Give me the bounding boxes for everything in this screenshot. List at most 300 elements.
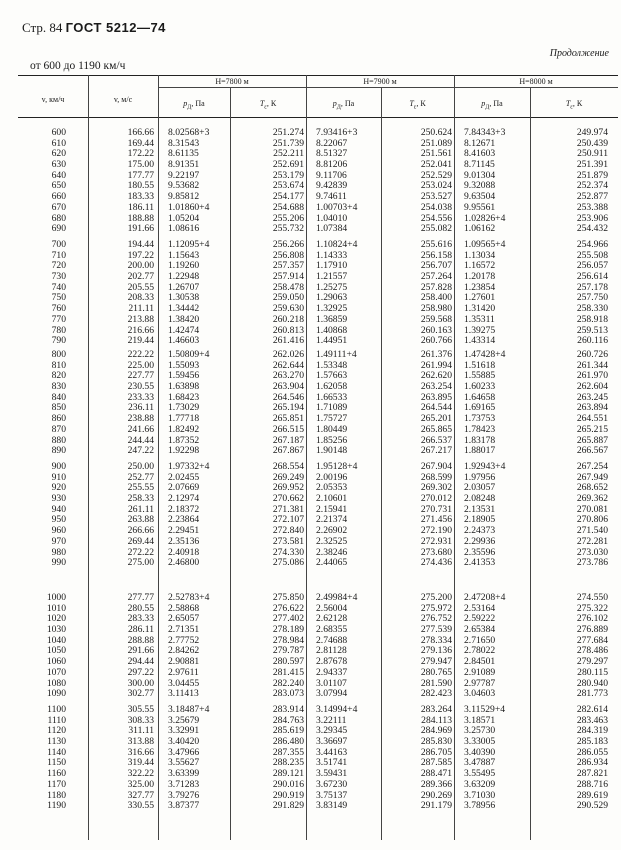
cell-temp-7900: 252.529 [420,169,452,181]
cell-temp-8000: 270.081 [576,503,608,515]
cell-temp-7800: 255.206 [272,212,304,224]
cell-pressure-7800: 2.90881 [168,656,200,668]
cell-pressure-7900: 1.29063 [316,292,348,304]
cell-v-kmh: 1100 [47,704,66,715]
cell-temp-7900: 279.947 [420,656,452,668]
cell-pressure-7900: 2.15941 [316,503,348,515]
header-bottom-rule [18,117,618,118]
cell-temp-7900: 265.865 [420,423,452,435]
cell-temp-7900: 264.544 [420,402,452,414]
group-header-7800: H=7800 м [215,77,249,86]
cell-pressure-8000: 1.06162 [464,223,496,235]
column-t2 [390,705,452,812]
cell-temp-8000: 279.297 [576,656,608,668]
cell-temp-7800: 263.270 [272,370,304,382]
cell-temp-8000: 263.894 [576,402,608,414]
cell-v-kmh: 720 [51,260,66,272]
cell-v-ms: 277.77 [127,592,154,603]
cell-temp-7900: 257.828 [420,281,452,293]
cell-temp-7900: 288.471 [420,768,452,780]
cell-v-kmh: 960 [51,525,66,537]
cell-pressure-7900: 2.05353 [316,482,348,494]
cell-v-kmh: 1080 [46,677,66,689]
column-p2 [316,705,386,812]
cell-pressure-7800: 3.25679 [168,714,200,726]
column-t3 [546,462,608,569]
column-p3 [464,350,534,457]
cell-pressure-7800: 2.77752 [168,634,200,646]
cell-pressure-7800: 1.55093 [168,359,200,371]
cell-temp-7800: 253.674 [272,180,304,192]
cell-pressure-7800: 1.82492 [168,423,200,435]
cell-pressure-8000: 2.41353 [464,557,496,569]
col-divider [158,75,159,840]
cell-v-ms: 302.77 [127,688,154,700]
cell-temp-7800: 282.240 [272,677,304,689]
cell-v-kmh: 1000 [46,592,66,603]
cell-temp-7800: 262.644 [272,359,304,371]
cell-temp-7800: 251.739 [272,137,304,149]
cell-temp-7900: 258.980 [420,303,452,315]
cell-temp-7800: 273.581 [272,535,304,547]
column-t3 [546,240,608,347]
cell-v-ms: 191.66 [127,223,154,235]
cell-v-kmh: 1160 [47,768,66,780]
cell-v-ms: 188.88 [127,212,154,224]
cell-pressure-8000: 3.71030 [464,789,496,801]
cell-temp-7900: 291.179 [420,800,452,812]
cell-temp-7900: 254.556 [420,212,452,224]
cell-temp-8000: 275.322 [576,602,608,614]
cell-pressure-7900: 3.07994 [316,688,348,700]
cell-temp-8000: 254.432 [576,223,608,235]
cell-v-ms: 305.55 [127,704,154,715]
column-v_ms [88,128,154,235]
cell-pressure-8000: 8.12671 [464,137,496,149]
cell-temp-7900: 275.200 [420,592,452,603]
cell-pressure-8000: 2.03057 [464,482,496,494]
cell-pressure-7900: 3.14994+4 [316,704,358,715]
cell-v-kmh: 790 [51,335,66,347]
cell-v-ms: 169.44 [127,137,154,149]
cell-pressure-8000: 2.13531 [464,503,496,515]
cell-temp-8000: 272.281 [576,535,608,547]
group-rule [158,87,618,88]
cell-temp-7800: 252.691 [272,159,304,171]
cell-v-ms: 327.77 [127,789,154,801]
column-t3 [546,350,608,457]
cell-temp-7800: 269.952 [272,482,304,494]
cell-temp-7800: 283.073 [272,688,304,700]
cell-v-kmh: 1060 [46,656,66,668]
cell-temp-7800: 259.630 [272,303,304,315]
cell-temp-8000: 262.604 [576,381,608,393]
cell-pressure-7800: 1.12095+4 [168,239,210,250]
cell-temp-8000: 252.877 [576,191,608,203]
cell-v-kmh: 910 [51,471,66,483]
column-t2 [390,593,452,700]
cell-pressure-8000: 1.55885 [464,370,496,382]
cell-temp-7800: 254.688 [272,201,304,213]
cell-pressure-7800: 1.34442 [168,303,200,315]
continuation-label: Продолжение [549,48,609,59]
cell-temp-8000: 269.362 [576,493,608,505]
cell-pressure-7800: 1.77718 [168,413,200,425]
header-pressure-7800: $p_Д$, Па [183,99,205,111]
cell-v-ms: 266.66 [127,525,154,537]
column-t2 [390,462,452,569]
cell-temp-7900: 271.456 [420,514,452,526]
cell-temp-8000: 281.773 [576,688,608,700]
cell-v-kmh: 620 [51,148,66,160]
cell-temp-7800: 274.330 [272,546,304,558]
cell-temp-7900: 263.895 [420,391,452,403]
cell-pressure-7800: 1.73029 [168,402,200,414]
cell-pressure-7900: 8.51327 [316,148,348,160]
header-temp-7800: $T_\varepsilon$, К [259,99,277,111]
cell-pressure-8000: 1.35311 [464,313,495,325]
cell-temp-7800: 290.016 [272,778,304,790]
cell-temp-7800: 263.904 [272,381,304,393]
cell-pressure-7800: 2.52783+4 [168,592,210,603]
cell-v-ms: 330.55 [127,800,154,812]
cell-v-ms: 216.66 [127,324,154,336]
cell-v-kmh: 730 [51,271,66,283]
cell-v-kmh: 1110 [47,714,66,726]
cell-v-kmh: 970 [51,535,66,547]
cell-temp-8000: 267.254 [576,461,608,472]
cell-pressure-8000: 1.16572 [464,260,496,272]
cell-v-kmh: 750 [51,292,66,304]
cell-pressure-8000: 3.78956 [464,800,496,812]
cell-pressure-8000: 2.59222 [464,613,496,625]
cell-temp-7900: 253.024 [420,180,452,192]
cell-temp-7800: 256.808 [272,249,304,261]
cell-temp-8000: 250.439 [576,137,608,149]
cell-v-kmh: 610 [51,137,66,149]
cell-pressure-7900: 2.87678 [316,656,348,668]
cell-pressure-7800: 1.08616 [168,223,200,235]
cell-pressure-7900: 1.40868 [316,324,348,336]
cell-pressure-7800: 1.26707 [168,281,200,293]
cell-pressure-8000: 9.95561 [464,201,496,213]
cell-temp-7900: 262.620 [420,370,452,382]
cell-v-ms: 213.88 [127,313,154,325]
cell-temp-7800: 265.851 [272,413,304,425]
cell-pressure-7900: 1.10824+4 [316,239,358,250]
cell-temp-8000: 256.057 [576,260,608,272]
column-t2 [390,350,452,457]
cell-temp-8000: 286.055 [576,746,608,758]
cell-temp-7900: 250.624 [420,127,452,138]
column-p1 [168,350,238,457]
cell-temp-7900: 254.038 [420,201,452,213]
cell-pressure-8000: 9.63504 [464,191,496,203]
column-t2 [390,128,452,235]
cell-v-kmh: 850 [51,402,66,414]
cell-temp-7800: 272.107 [272,514,304,526]
cell-pressure-7900: 1.36859 [316,313,348,325]
cell-temp-7800: 290.919 [272,789,304,801]
cell-temp-7800: 288.235 [272,757,304,769]
cell-temp-7800: 280.597 [272,656,304,668]
cell-temp-8000: 267.949 [576,471,608,483]
cell-temp-7900: 267.217 [420,445,452,457]
cell-pressure-7900: 2.21374 [316,514,348,526]
header-pressure-8000: $p_Д$, Па [481,99,503,111]
column-t1 [240,593,304,700]
cell-v-kmh: 660 [51,191,66,203]
cell-temp-7800: 284.763 [272,714,304,726]
cell-v-kmh: 900 [51,461,66,472]
cell-pressure-7900: 1.32925 [316,303,348,315]
cell-v-ms: 252.77 [127,471,154,483]
cell-temp-7800: 259.050 [272,292,304,304]
cell-temp-7900: 281.590 [420,677,452,689]
cell-v-kmh: 810 [51,359,66,371]
group-header-7900: H=7900 м [363,77,397,86]
column-p3 [464,128,534,235]
cell-temp-7800: 276.622 [272,602,304,614]
cell-temp-8000: 288.716 [576,778,608,790]
cell-temp-7900: 280.765 [420,666,452,678]
cell-v-kmh: 1020 [46,613,66,625]
cell-pressure-7900: 9.74611 [316,191,347,203]
cell-temp-8000: 270.806 [576,514,608,526]
cell-v-kmh: 1130 [47,736,66,748]
cell-pressure-7900: 1.85256 [316,434,348,446]
header-v-ms: v, м/с [113,95,133,104]
cell-v-ms: 166.66 [127,127,154,138]
cell-pressure-7800: 1.22948 [168,271,200,283]
cell-temp-7900: 283.264 [420,704,452,715]
cell-temp-8000: 261.970 [576,370,608,382]
cell-pressure-8000: 2.84501 [464,656,496,668]
cell-temp-7900: 260.766 [420,335,452,347]
cell-pressure-7900: 9.42839 [316,180,348,192]
cell-temp-7900: 286.705 [420,746,452,758]
cell-pressure-8000: 1.60233 [464,381,496,393]
cell-pressure-8000: 3.40390 [464,746,496,758]
column-v_kmh [18,240,66,347]
cell-v-ms: 172.22 [127,148,154,160]
cell-temp-7800: 268.554 [272,461,304,472]
cell-temp-7800: 256.266 [272,239,304,250]
cell-temp-7800: 253.179 [272,169,304,181]
cell-v-ms: 311.11 [128,725,154,737]
cell-temp-7900: 265.201 [420,413,452,425]
cell-v-kmh: 930 [51,493,66,505]
column-v_kmh [18,705,66,812]
cell-temp-7900: 275.972 [420,602,452,614]
cell-temp-7800: 285.619 [272,725,304,737]
cell-v-kmh: 830 [51,381,66,393]
cell-v-ms: 280.55 [127,602,154,614]
cell-v-ms: 286.11 [127,624,154,636]
cell-pressure-7800: 2.23864 [168,514,200,526]
cell-pressure-8000: 2.78022 [464,645,496,657]
cell-v-ms: 205.55 [127,281,154,293]
cell-pressure-7900: 3.83149 [316,800,348,812]
cell-pressure-8000: 3.33005 [464,736,496,748]
cell-pressure-7900: 3.44163 [316,746,348,758]
cell-v-ms: 183.33 [127,191,154,203]
cell-pressure-7800: 2.84262 [168,645,200,657]
cell-v-ms: 227.77 [127,370,154,382]
column-p1 [168,240,238,347]
cell-temp-7900: 279.136 [420,645,452,657]
cell-pressure-8000: 1.20178 [464,271,496,283]
column-p1 [168,705,238,812]
cell-pressure-8000: 1.47428+4 [464,349,506,360]
cell-v-kmh: 700 [51,239,66,250]
cell-pressure-7800: 2.07669 [168,482,200,494]
cell-temp-7800: 278.189 [272,624,304,636]
column-p2 [316,128,386,235]
cell-v-ms: 177.77 [127,169,154,181]
cell-temp-8000: 264.551 [576,413,608,425]
cell-v-kmh: 1070 [46,666,66,678]
cell-temp-8000: 260.116 [577,335,608,347]
table-top-rule [18,75,618,76]
cell-v-kmh: 940 [51,503,66,515]
cell-v-kmh: 1090 [46,688,66,700]
cell-temp-7800: 272.840 [272,525,304,537]
column-p3 [464,705,534,812]
cell-v-ms: 247.22 [127,445,154,457]
cell-pressure-7900: 1.44951 [316,335,348,347]
cell-temp-8000: 266.567 [576,445,608,457]
header-temp-8000: $T_\varepsilon$, К [565,99,583,111]
cell-pressure-7900: 2.32525 [316,535,348,547]
cell-pressure-8000: 2.97787 [464,677,496,689]
cell-pressure-7800: 1.05204 [168,212,200,224]
cell-pressure-7800: 1.92298 [168,445,200,457]
column-t3 [546,593,608,700]
cell-temp-7900: 273.680 [420,546,452,558]
cell-v-ms: 230.55 [127,381,154,393]
cell-temp-8000: 278.486 [576,645,608,657]
cell-temp-7800: 270.662 [272,493,304,505]
cell-pressure-7800: 8.31543 [168,137,200,149]
cell-temp-7900: 255.082 [420,223,452,235]
cell-v-ms: 180.55 [127,180,154,192]
cell-v-ms: 300.00 [127,677,154,689]
cell-v-kmh: 600 [51,127,66,138]
column-p2 [316,593,386,700]
cell-temp-8000: 256.614 [576,271,608,283]
cell-pressure-8000: 2.18905 [464,514,496,526]
cell-v-kmh: 820 [51,370,66,382]
cell-temp-7900: 287.585 [420,757,452,769]
cell-v-ms: 208.33 [127,292,154,304]
atmosphere-table [18,75,618,840]
cell-v-kmh: 880 [51,434,66,446]
cell-pressure-8000: 1.43314 [464,335,496,347]
cell-pressure-7800: 9.53682 [168,180,200,192]
standard-number: ГОСТ 5212—74 [65,20,166,35]
col-divider [454,75,455,840]
column-v_ms [88,705,154,812]
cell-pressure-7900: 2.00196 [316,471,348,483]
cell-temp-8000: 280.940 [576,677,608,689]
cell-v-kmh: 780 [51,324,66,336]
cell-pressure-7900: 2.62128 [316,613,348,625]
cell-pressure-7800: 3.47966 [168,746,200,758]
cell-temp-7900: 270.012 [420,493,452,505]
page-header [22,20,166,36]
cell-v-ms: 263.88 [127,514,154,526]
cell-pressure-8000: 2.53164 [464,602,496,614]
cell-temp-8000: 276.889 [576,624,608,636]
cell-temp-8000: 260.726 [576,349,608,360]
column-p3 [464,593,534,700]
column-v_ms [88,240,154,347]
cell-v-kmh: 1120 [47,725,66,737]
cell-v-ms: 202.77 [127,271,154,283]
cell-temp-8000: 249.974 [576,127,608,138]
cell-temp-8000: 252.374 [576,180,608,192]
cell-pressure-7900: 1.57663 [316,370,348,382]
cell-temp-7900: 270.731 [420,503,452,515]
cell-pressure-7900: 3.22111 [316,714,347,726]
cell-pressure-7900: 1.90148 [316,445,348,457]
cell-temp-7900: 263.254 [420,381,452,393]
column-t1 [240,462,304,569]
cell-pressure-7900: 2.94337 [316,666,348,678]
cell-v-kmh: 870 [51,423,66,435]
cell-pressure-7800: 1.15643 [168,249,200,261]
cell-v-kmh: 950 [51,514,66,526]
column-v_kmh [18,462,66,569]
cell-temp-7800: 287.355 [272,746,304,758]
cell-pressure-8000: 1.09565+4 [464,239,506,250]
cell-temp-8000: 257.750 [576,292,608,304]
cell-temp-7800: 281.415 [272,666,304,678]
cell-pressure-8000: 1.13034 [464,249,496,261]
cell-pressure-7800: 1.19260 [168,260,200,272]
cell-pressure-7900: 1.62058 [316,381,348,393]
column-v_kmh [18,128,66,235]
cell-temp-8000: 253.906 [576,212,608,224]
cell-pressure-7800: 1.50809+4 [168,349,210,360]
cell-temp-8000: 285.183 [576,736,608,748]
cell-v-ms: 297.22 [127,666,154,678]
cell-temp-7800: 265.194 [272,402,304,414]
cell-v-ms: 261.11 [127,503,154,515]
column-v_kmh [18,593,66,700]
cell-pressure-8000: 2.65384 [464,624,496,636]
cell-pressure-7800: 2.58868 [168,602,200,614]
cell-v-ms: 308.33 [127,714,154,726]
cell-pressure-7900: 3.59431 [316,768,348,780]
cell-pressure-7900: 1.49111+4 [316,349,357,360]
cell-v-kmh: 1170 [47,778,66,790]
cell-temp-7900: 285.830 [420,736,452,748]
cell-temp-7800: 257.357 [272,260,304,272]
cell-v-ms: 288.88 [127,634,154,646]
cell-temp-7900: 282.423 [420,688,452,700]
header-temp-7900: $T_\varepsilon$, К [409,99,426,111]
cell-pressure-7900: 2.74688 [316,634,348,646]
column-t1 [240,705,304,812]
cell-pressure-7800: 9.22197 [168,169,200,181]
cell-temp-7900: 267.904 [420,461,452,472]
cell-temp-7900: 252.041 [420,159,452,171]
cell-temp-7800: 262.026 [272,349,304,360]
cell-temp-8000: 254.966 [576,239,608,250]
cell-pressure-8000: 3.11529+4 [464,704,506,715]
